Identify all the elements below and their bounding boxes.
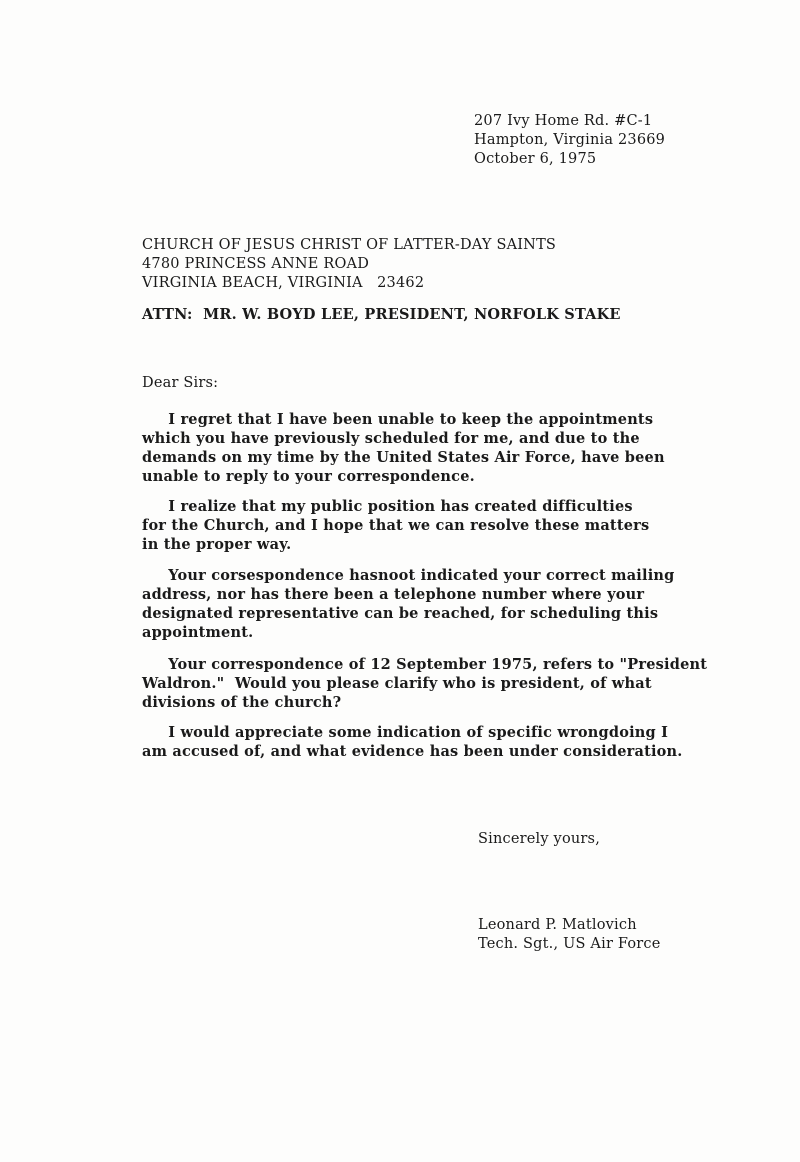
paragraph-line: unable to reply to your correspondence. — [142, 468, 475, 485]
signer-name: Leonard P. Matlovich — [478, 917, 637, 933]
paragraph-line: I would appreciate some indication of specific wrongdoing I — [142, 724, 669, 741]
body-paragraph-3 — [142, 566, 675, 642]
body-paragraph-2 — [142, 497, 649, 554]
paragraph-line: address, nor has there been a telephone number where your — [142, 586, 645, 603]
recipient-line-3: VIRGINIA BEACH, VIRGINIA 23462 — [142, 275, 425, 291]
paragraph-line: I regret that I have been unable to keep the appointments — [142, 411, 654, 428]
paragraph-line: Your corsespondence hasnoot indicated your correct mailing — [142, 567, 675, 584]
recipient-line-1: CHURCH OF JESUS CHRIST OF LATTER-DAY SAINTS — [142, 237, 557, 253]
paragraph-line: designated representative can be reached, for scheduling this — [142, 605, 659, 622]
signature-block — [478, 916, 661, 954]
body-paragraph-1 — [142, 410, 665, 486]
closing: Sincerely yours, — [478, 831, 601, 847]
paragraph-line: divisions of the church? — [142, 694, 342, 711]
paragraph-line: in the proper way. — [142, 536, 292, 553]
attention-line: ATTN: MR. W. BOYD LEE, PRESIDENT, NORFOLK STAKE — [142, 306, 621, 323]
salutation: Dear Sirs: — [142, 375, 219, 391]
body-paragraph-5 — [142, 723, 683, 761]
paragraph-line: demands on my time by the United States Air Force, have been — [142, 449, 665, 466]
paragraph-line: I realize that my public position has created difficulties — [142, 498, 633, 515]
sender-address — [474, 112, 665, 169]
paragraph-line: Your correspondence of 12 September 1975, refers to "President — [142, 656, 708, 673]
paragraph-line: for the Church, and I hope that we can resolve these matters — [142, 517, 650, 534]
paragraph-line: which you have previously scheduled for me, and due to the — [142, 430, 640, 447]
sender-street: 207 Ivy Home Rd. #C-1 — [474, 113, 653, 129]
paragraph-line: appointment. — [142, 624, 254, 641]
recipient-address — [142, 236, 556, 293]
body-paragraph-4 — [142, 655, 707, 712]
signer-title: Tech. Sgt., US Air Force — [478, 936, 661, 952]
paragraph-line: Waldron." Would you please clarify who is president, of what — [142, 675, 652, 692]
recipient-line-2: 4780 PRINCESS ANNE ROAD — [142, 256, 370, 272]
letter-date: October 6, 1975 — [474, 151, 597, 167]
paragraph-line: am accused of, and what evidence has been under consideration. — [142, 743, 683, 760]
sender-city: Hampton, Virginia 23669 — [474, 132, 666, 148]
